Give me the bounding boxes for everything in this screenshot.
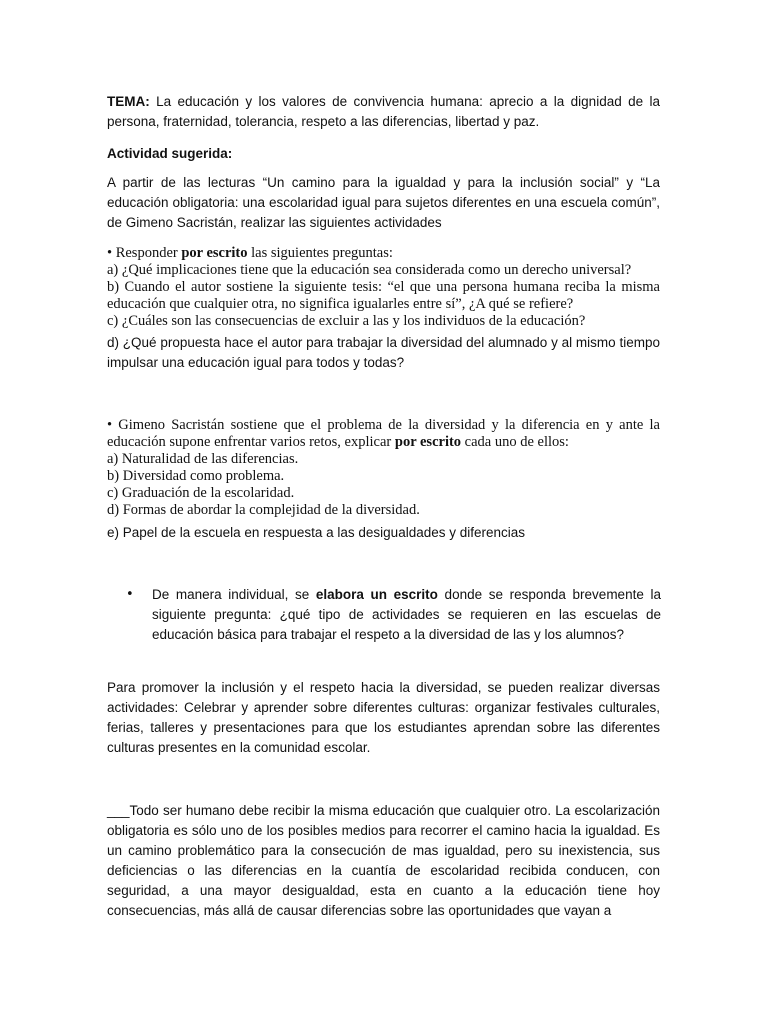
reto-item-e: e) Papel de la escuela en respuesta a las desigualdades y diferencias xyxy=(107,525,526,540)
final-paragraph: ___Todo ser humano debe recibir la misma educación que cualquier otro. La escolarización obligatoria es sólo uno de los posibles medios para recorrer el camino hacia la igualdad. Es un camino problemático para la consecución de mas igualdad, pero su inexistencia, sus deficiencias o las diferencias en la cuantía de escolaridad recibida conducen, con seguridad, a una mayor desigualdad, esta en cuanto a la educación tiene hoy consecuencias, más allá de causar diferencias sobre las oportunidades que vayan a xyxy=(107,803,660,918)
question-d: d) ¿Qué propuesta hace el autor para trabajar la diversidad del alumnado y al mismo tiempo impulsar una educación igual para todos y todas? xyxy=(107,335,660,370)
actividad-intro: A partir de las lecturas “Un camino para la igualdad y para la inclusión social” y “La educación obligatoria: una escolaridad igual para sujetos diferentes en una escuela común”, de Gimeno Sacristán, realizar las siguientes actividades xyxy=(107,175,660,230)
retos-lead-line1: • Gimeno Sacristán sostiene que el problema de la diversidad y la diferencia en y ante la xyxy=(107,417,660,433)
escrito-text: De manera individual, se elabora un escrito donde se responda brevemente la siguiente pregunta: ¿qué tipo de actividades se requieren en las escuelas de educación básica para trabajar el respeto a la diversidad de las y los alumnos? xyxy=(152,587,661,642)
actividad-heading: Actividad sugerida: xyxy=(107,146,233,161)
tema-paragraph xyxy=(107,92,660,132)
reto-item: d) Formas de abordar la complejidad de la diversidad. xyxy=(107,502,420,518)
answer-paragraph: Para promover la inclusión y el respeto hacia la diversidad, se pueden realizar diversas actividades: Celebrar y aprender sobre diferentes culturas: organizar festivales culturales, ferias, talleres y presentaciones para que los estudiantes aprendan sobre las diferentes culturas presentes en la comunidad escolar. xyxy=(107,680,660,755)
reto-item: a) Naturalidad de las diferencias. xyxy=(107,451,299,467)
reto-item: b) Diversidad como problema. xyxy=(107,468,285,484)
question-a: a) ¿Qué implicaciones tiene que la educación sea considerada como un derecho universal? xyxy=(107,262,632,278)
tema-text: La educación y los valores de convivencia humana: aprecio a la dignidad de la persona, fraternidad, tolerancia, respeto a las diferencias, libertad y paz. xyxy=(107,94,660,129)
questions-section xyxy=(107,245,660,330)
bullet-dot-icon: • xyxy=(126,587,134,602)
question-b-line1: b) Cuando el autor sostiene la siguiente tesis: “el que una persona humana reciba la misma xyxy=(107,279,660,295)
retos-lead-line2: educación supone enfrentar varios retos, explicar por escrito cada uno de ellos: xyxy=(107,434,569,450)
question-c: c) ¿Cuáles son las consecuencias de excluir a las y los individuos de la educación? xyxy=(107,313,586,329)
question-b-line2: educación que cualquier otra, no significa igualarles entre sí”, ¿A qué se refiere? xyxy=(107,296,574,312)
questions-lead: • Responder por escrito las siguientes preguntas: xyxy=(107,245,393,261)
retos-section xyxy=(107,417,660,519)
reto-item: c) Graduación de la escolaridad. xyxy=(107,485,295,501)
tema-label: TEMA: xyxy=(107,94,150,109)
